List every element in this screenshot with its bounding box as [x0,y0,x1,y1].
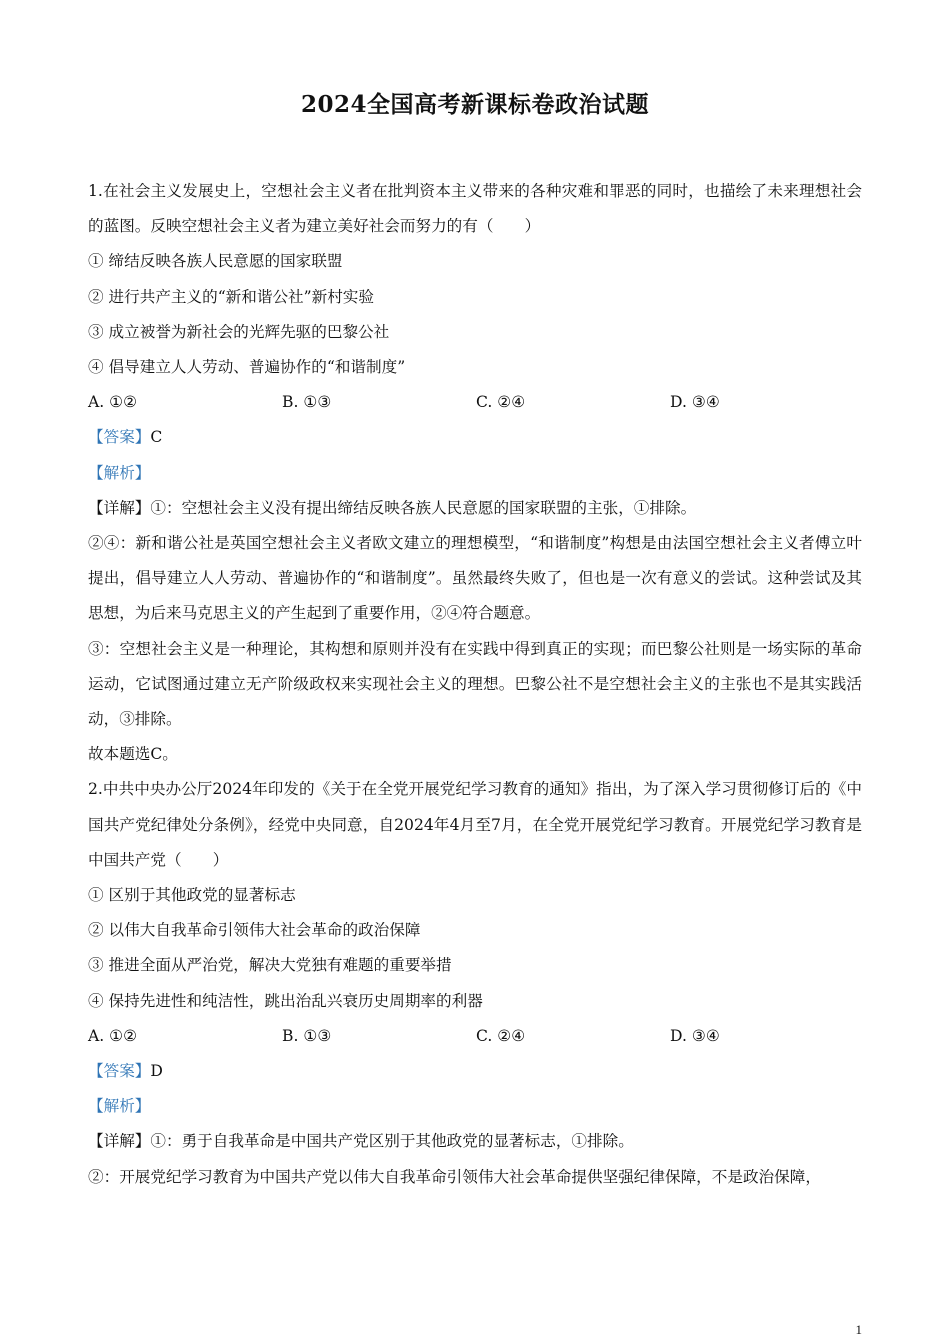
option-b: B. ①③ [282,393,332,412]
statement-2: ② 进行共产主义的“新和谐公社”新村实验 [88,287,374,306]
detail-text: ①：勇于自我革命是中国共产党区别于其他政党的显著标志，①排除。 [150,1132,634,1151]
answer-value: D [150,1062,163,1081]
question-number: 2. [88,780,103,799]
detail-tag: 【详解】 [88,1132,151,1151]
question-2 [88,772,862,1194]
question-stem [88,772,862,878]
statement-1: ① 缔结反映各族人民意愿的国家联盟 [88,252,343,271]
question-1 [88,174,862,772]
statement-4: ④ 保持先进性和纯洁性，跳出治乱兴衰历史周期率的利器 [88,991,483,1010]
statement-4: ④ 倡导建立人人劳动、普遍协作的“和谐制度” [88,358,406,377]
analysis-tag: 【解析】 [88,1097,151,1116]
statement-1: ① 区别于其他政党的显著标志 [88,886,296,905]
question-stem [88,174,862,244]
answer-line [88,1054,862,1089]
statement-3: ③ 推进全面从严治党，解决大党独有难题的重要举措 [88,956,452,975]
option-a: A. ①② [88,1026,138,1045]
page-number: 1 [855,1322,862,1337]
page-title: 2024全国高考新课标卷政治试题 [300,91,649,118]
analysis-heading [88,1089,862,1124]
detail-conclusion: 故本题选C。 [88,745,178,764]
question-stem-text: 在社会主义发展史上，空想社会主义者在批判资本主义带来的各种灾难和罪恶的同时，也描绘了未来理想社会的蓝图。反映空想社会主义者为建立美好社会而努力的有（ ） [88,182,862,236]
question-stem-text: 中共中央办公厅2024年印发的《关于在全党开展党纪学习教育的通知》指出，为了深入学习贯彻修订后的《中国共产党纪律处分条例》，经党中央同意，自2024年4月至7月，在全党开展党纪学习教育。开展党纪学习教育是中国共产党（ ） [88,780,862,869]
option-d: D. ③④ [670,1026,720,1045]
answer-line [88,420,862,455]
option-c: C. ②④ [476,393,526,412]
statement-3: ③ 成立被誉为新社会的光辉先驱的巴黎公社 [88,322,390,341]
answer-options [88,385,862,420]
detail-paragraph-2: ②：开展党纪学习教育为中国共产党以伟大自我革命引领伟大社会革命提供坚强纪律保障，不是政治保障， [88,1167,821,1186]
answer-value: C [150,428,163,447]
statement-2: ② 以伟大自我革命引领伟大社会革命的政治保障 [88,921,421,940]
detail-text: ①：空想社会主义没有提出缔结反映各族人民意愿的国家联盟的主张，①排除。 [150,498,697,517]
detail-tag: 【详解】 [88,498,151,517]
document-body [88,174,862,1195]
option-b: B. ①③ [282,1026,332,1045]
detail-paragraph-3: ③：空想社会主义是一种理论，其构想和原则并没有在实践中得到真正的实现；而巴黎公社则是一场实际的革命运动，它试图通过建立无产阶级政权来实现社会主义的理想。巴黎公社不是空想社会主义的主张也不是其实践活动，③排除。 [88,639,862,729]
analysis-tag: 【解析】 [88,463,151,482]
answer-tag: 【答案】 [88,1062,151,1081]
detail-paragraph-1 [88,491,862,526]
option-a: A. ①② [88,393,138,412]
analysis-heading [88,456,862,491]
answer-tag: 【答案】 [88,428,151,447]
answer-options [88,1019,862,1054]
option-c: C. ②④ [476,1026,526,1045]
option-d: D. ③④ [670,393,720,412]
question-number: 1. [88,182,103,200]
detail-paragraph-1 [88,1124,862,1159]
detail-paragraph-2: ②④：新和谐公社是英国空想社会主义者欧文建立的理想模型，“和谐制度”构想是由法国空想社会主义者傅立叶提出，倡导建立人人劳动、普遍协作的“和谐制度”。虽然最终失败了，但也是一次有意义的尝试。这种尝试及其思想，为后来马克思主义的产生起到了重要作用，②④符合题意。 [88,534,862,623]
